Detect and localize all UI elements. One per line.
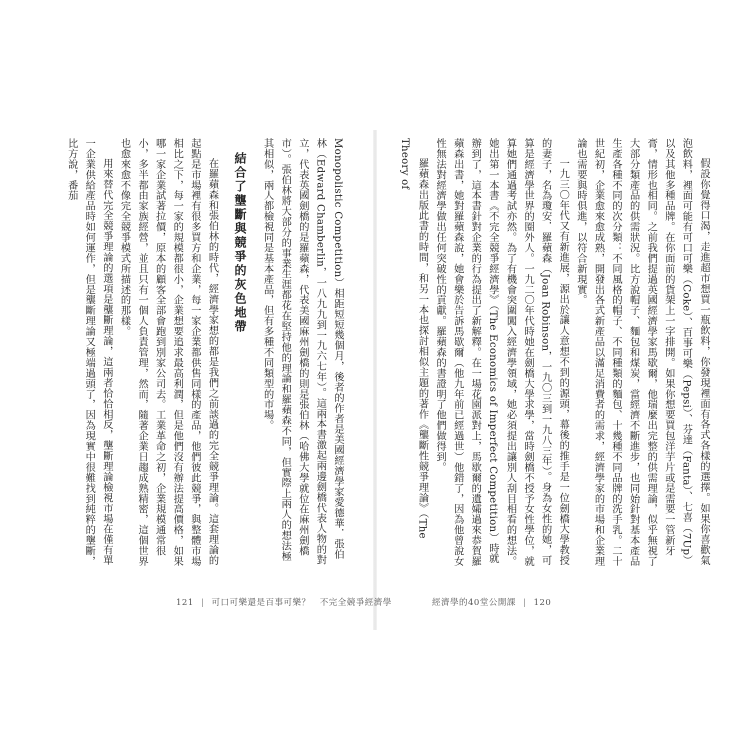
footer-separator: | <box>523 598 527 608</box>
running-subtitle: 不完全競爭經濟學 <box>319 598 392 608</box>
page-121 <box>40 138 346 570</box>
paragraph: Monopolistic Competition）相距短短幾個月，後者的作者是美國經濟學家愛德華．張伯林（Edward Chamberlin，一八九九到一九六七年）。這兩本書激起兩邊劍橋代表人物的對立，代表英國劍橋的是羅蘋森，代表美國麻州劍橋的則是張伯林（哈佛大學就位在麻州劍橋市）。張伯林將大部分的事業生涯都花在堅持他的理論和羅蘋森不同，但實際上兩人的想法極其相似，兩人都檢視同是基本產品，但有多種不同類型的市場。 <box>261 138 343 566</box>
book-gutter <box>373 130 377 630</box>
page-121-text <box>40 138 346 570</box>
paragraph: 一九三〇年代又有新進展，源出於讓人意想不到的源頭，幕後的推手是一位劍橋大學教授的妻子，名為瓊安．羅蘋森（Joan Robinson，一九〇三到一九八三年）。身為女性的她，可算是經濟學世界的圈外人。一九二〇年代時她在劍橋大學求學，當時劍橋不授予女性學位，就算她們通過考試亦然。為了有機會突圍闖入經濟學領域，她必須提出讓別人刮目相看的想法。她出第一本書《不完全競爭經濟學》（The Economics of Imperfect Competition）時就辦到了，這本書針對企業的行為提出了新解釋。在一場花園派對上，馬歇爾的遺孀過來恭賀羅蘋森出書，她對羅蘋森說，她會樂於告訴馬歇爾（他九年前已經過世）他錯了，因為他曾說女性無法對經濟學做出任何突破性的貢獻。羅蘋森的書證明了他們做得到。 <box>434 138 569 567</box>
page-number: 121 <box>176 598 194 608</box>
paragraph: 假設你覺得口渴，走進超市想買一瓶飲料，你發現裡面有各式各樣的選擇。如果你喜歡氣泡飲料，裡面可能有可口可樂（Coke）、百事可樂（Pepsi）、芬達（Fanta）、七喜（7Up）以及其他多種品牌。在你面前的貨架上一字排開。如果你想要買包洋芋片或是需要一管新牙膏，情形也相同。之前我們提過英國經濟學家馬歇爾，他瑞麼出完整的供需理論，似乎無視了大部分類產品的供需狀況。比方說帽子、麵包和煤炭，當經濟不斷進步，也同始針對基本產品生產各種不同的次分類：不同風格的帽子、不同種類的麵包、十幾種不同品牌的洗手乳。二十世紀初，企業愈來愈成熟，開發出各式新產品以滿足消費者的需求，經濟學家的市場和企業理論也需要與時俱進，以符合新現實。 <box>574 138 709 567</box>
page-121-footer <box>176 596 392 608</box>
page-120 <box>398 138 712 570</box>
page-number: 120 <box>533 598 552 608</box>
paragraph: 羅蘋森出版此書的時間，和另一本也探討相似主題的著作《壟斷性競爭理論》（The Theory of <box>398 138 428 540</box>
footer-separator: | <box>200 598 205 608</box>
page-120-text <box>398 138 712 570</box>
running-title: 可口可樂還是百事可樂？ <box>211 598 311 608</box>
page-120-footer <box>432 596 551 608</box>
running-title: 經濟學的40堂公開課 <box>432 598 516 608</box>
section-heading: 結合了壟斷與競爭的灰色地帶 <box>233 152 248 334</box>
paragraph: 用來替代完全競爭理論的選項是壟斷理論，這兩者恰恰相反，壟斷理論檢視市場在僅有單一企業供給產品時如何運作，但是壟斷理論又極端過頭了，因為現實中很難找到純粹的壟斷，比方說，番茄 <box>65 138 112 567</box>
paragraph: 在羅蘋森和張伯林的時代，經濟學家想的都是我們之前談過的完全競爭理論。這套理論的起點是市場裡有很多買方和企業，每一家企業都供售同樣的產品，他們彼此競爭，與整體市場相比之下，每一家的規模都很小，企業想要追求最高利潤，但是他們沒有辦法提高價格，如果哪一家企業試著拉價，原本的顧客全部會跑到別家公司去。工業革命之初，企業規模通常很小，多半都由家族經營，並且只有一個人負責管理，然而，隨著企業日趨成熟精密，這個世界也愈來愈不像完全競爭模式所描述的那樣。 <box>118 138 218 567</box>
